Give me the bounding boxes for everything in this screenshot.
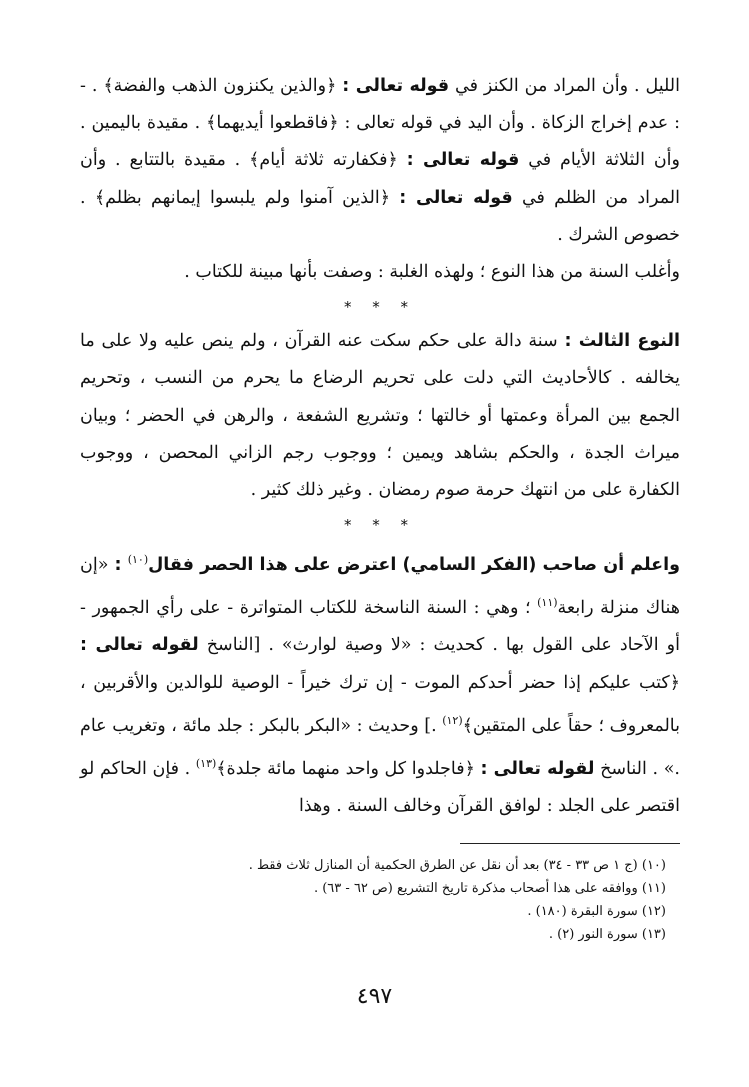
paragraph xyxy=(80,254,680,291)
bold-phrase: : xyxy=(108,555,128,576)
footnote-12: (١٢) سورة البقرة (١٨٠) . xyxy=(527,903,666,919)
bold-phrase: قوله تعالى : xyxy=(342,76,450,96)
paragraph xyxy=(80,323,680,509)
bold-phrase: النوع الثالث : xyxy=(564,331,680,352)
text-run: ﴿كتب عليكم إذا حضر أحدكم الموت - إن ترك خيراً - الوصية للوالدين والأقربين ، بالمعروف ؛ حقاً على المتقين﴾ xyxy=(80,672,680,736)
paragraph xyxy=(80,68,680,254)
footnote-10: (١٠) (ج ١ ص ٣٣ - ٣٤) بعد أن نقل عن الطرق الحكمية أن المنازل ثلاث فقط . xyxy=(248,857,666,873)
section-separator: * * * xyxy=(343,298,417,317)
bold-phrase: قوله تعالى : xyxy=(399,187,513,208)
text-run: ؛ وهي : السنة الناسخة للكتاب المتواترة - على رأي الجمهور - أو الآحاد على القول بها . كحديث : «لا وصية لوارث» . [الناسخ xyxy=(80,598,680,656)
text-run: . فإن الحاكم لو اقتصر على الجلد : لوافق القرآن وخالف السنة . وهذا xyxy=(80,758,680,816)
footnote-ref: (١٠) xyxy=(127,553,149,567)
text-run: .] وحديث : «البكر بالبكر : جلد مائة ، وتغريب عام .» . الناسخ xyxy=(80,715,680,779)
footnote-ref: (١٣) xyxy=(195,756,217,770)
paragraph xyxy=(80,541,680,825)
text-run: وأغلب السنة من هذا النوع ؛ ولهذه الغلبة : وصفت بأنها مبينة للكتاب . xyxy=(184,262,680,283)
footnote-divider xyxy=(460,843,680,844)
text-run: «إن هناك منزلة رابعة xyxy=(80,555,680,619)
footnote-13: (١٣) سورة النور (٢) . xyxy=(548,926,666,942)
footnote-ref: (١١) xyxy=(537,596,558,610)
text-run: ﴿فكفارته ثلاثة أيام﴾ . مقيدة بالتتابع . وأن المراد من الظلم في xyxy=(80,150,681,208)
text-run: ﴿فاجلدوا كل واحد منهما مائة جلدة﴾ xyxy=(216,758,481,779)
bold-phrase: قوله تعالى : xyxy=(406,150,520,171)
footnote-ref: (١٢) xyxy=(442,713,463,727)
text-run: ﴿الذين آمنوا ولم يلبسوا إيمانهم بظلم﴾ . خصوص الشرك . xyxy=(80,187,680,245)
page-body xyxy=(80,68,680,946)
text-run: سنة دالة على حكم سكت عنه القرآن ، ولم ينص عليه ولا على ما يخالفه . كالأحاديث التي دلت على تحريم الرضاع ما يحرم من النسب ، وتحريم الجمع بين المرأة وعمتها أو خالتها ؛ وتشريع الشفعة ، والرهن في الحضر ؛ وبيان ميراث الجدة ، والحكم بشاهد ويمين ؛ ووجوب رجم الزاني المحصن ، ووجوب الكفارة على من انتهك حرمة صوم رمضان . وغير ذلك كثير . xyxy=(80,331,680,501)
bold-phrase: لقوله تعالى : xyxy=(480,758,595,779)
body-text xyxy=(80,68,680,825)
section-separator: * * * xyxy=(343,516,417,535)
page-number: ٤٩٧ xyxy=(356,984,393,1009)
footnote-11: (١١) ووافقه على هذا أصحاب مذكرة تاريخ التشريع (ص ٦٢ - ٦٣) . xyxy=(313,880,666,896)
text-run: الليل . وأن المراد من الكنز في xyxy=(449,76,680,96)
bold-phrase: لقوله تعالى : xyxy=(80,635,199,656)
text-run: ﴿والذين يكنزون الذهب والفضة﴾ . - : عدم إخراج الزكاة . وأن اليد في قوله تعالى : ﴿فاقطعوا أيديهما﴾ . مقيدة باليمين . وأن الثلاثة الأيام في xyxy=(80,76,680,171)
footnotes xyxy=(80,854,680,946)
bold-phrase: واعلم أن صاحب (الفكر السامي) اعترض على هذا الحصر فقال xyxy=(148,555,680,576)
